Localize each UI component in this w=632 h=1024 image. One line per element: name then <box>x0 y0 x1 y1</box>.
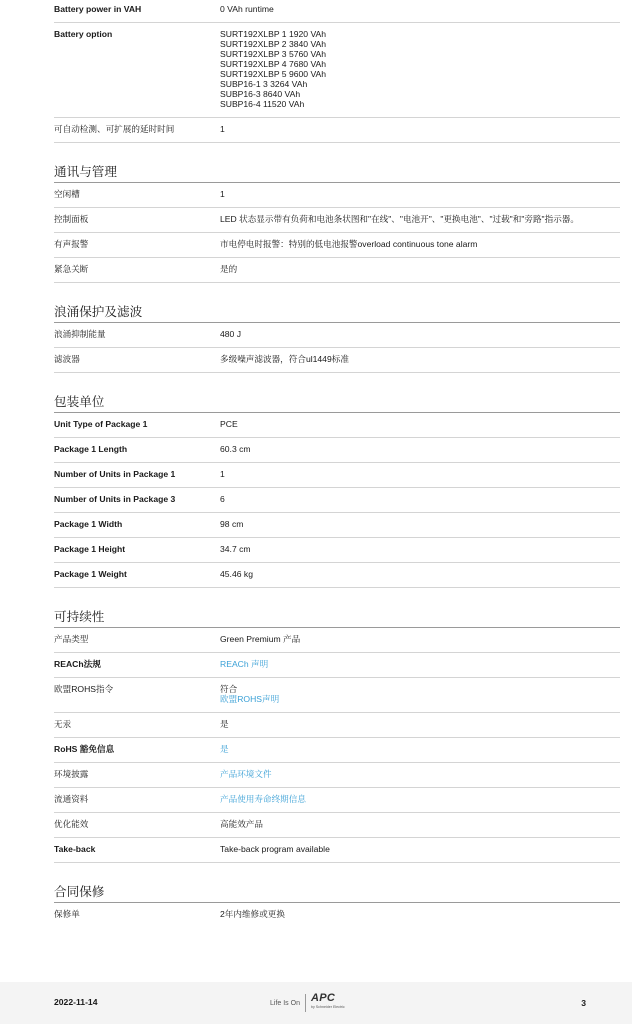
spec-label: Take-back <box>54 844 96 854</box>
rohs-declaration-link[interactable]: 欧盟ROHS声明 <box>220 694 280 704</box>
spec-label: 紧急关断 <box>54 264 89 274</box>
spec-row <box>54 628 620 653</box>
spec-value <box>220 29 620 109</box>
battery-option-line: SUBP16-1 3 3264 VAh <box>220 79 308 89</box>
spec-label: Package 1 Width <box>54 519 123 529</box>
spec-value: PCE <box>220 419 238 429</box>
spec-row <box>54 258 620 283</box>
spec-label: Unit Type of Package 1 <box>54 419 148 429</box>
spec-label: 环境披露 <box>54 769 89 779</box>
spec-row <box>54 208 620 233</box>
battery-option-line: SUBP16-3 8640 VAh <box>220 89 301 99</box>
reach-declaration-link[interactable]: REACh 声明 <box>220 659 269 669</box>
page-footer <box>0 982 632 1024</box>
spec-value: Green Premium 产品 <box>220 634 301 644</box>
apc-wordmark: APC <box>310 992 336 1004</box>
section-title-communication: 通讯与管理 <box>54 143 620 183</box>
spec-label: Number of Units in Package 1 <box>54 469 176 479</box>
spec-row <box>54 763 620 788</box>
spec-value: 6 <box>220 494 225 504</box>
logo-divider <box>305 994 306 1012</box>
section-title-packaging: 包装单位 <box>54 373 620 413</box>
spec-row <box>54 738 620 763</box>
page-number: 3 <box>581 998 586 1008</box>
spec-row <box>54 233 620 258</box>
spec-value: 多级噪声滤波器，符合ul1449标准 <box>220 354 349 364</box>
spec-row-battery-power <box>54 0 620 23</box>
spec-label: Number of Units in Package 3 <box>54 494 176 504</box>
environment-profile-link[interactable]: 产品环境文件 <box>220 769 272 779</box>
spec-label: Package 1 Height <box>54 544 126 554</box>
spec-label: Battery option <box>54 29 113 39</box>
end-of-life-link[interactable]: 产品使用寿命终期信息 <box>220 794 306 804</box>
spec-label: 流通资料 <box>54 794 89 804</box>
spec-label: RoHS 豁免信息 <box>54 744 115 754</box>
spec-value: 是 <box>220 719 229 729</box>
spec-value: 市电停电时报警：特别的低电池报警overload continuous tone alarm <box>220 239 478 249</box>
spec-value: 60.3 cm <box>220 444 251 454</box>
spec-value: 480 J <box>220 329 242 339</box>
life-is-on-tagline: Life Is On <box>270 999 300 1007</box>
spec-row <box>54 713 620 738</box>
section-title-surge: 浪涌保护及滤波 <box>54 283 620 323</box>
spec-row <box>54 653 620 678</box>
battery-option-line: SURT192XLBP 3 5760 VAh <box>220 49 327 59</box>
spec-label: REACh法规 <box>54 659 101 669</box>
spec-row <box>54 563 620 588</box>
spec-label: 无汞 <box>54 719 72 729</box>
spec-row <box>54 838 620 863</box>
apc-logo <box>270 992 345 1014</box>
spec-label: 控制面板 <box>54 214 89 224</box>
spec-label: 有声报警 <box>54 239 89 249</box>
spec-row <box>54 678 620 713</box>
battery-option-line: SUBP16-4 11520 VAh <box>220 99 305 109</box>
battery-option-line: SURT192XLBP 2 3840 VAh <box>220 39 327 49</box>
spec-row <box>54 183 620 208</box>
spec-value <box>220 4 620 14</box>
spec-row <box>54 903 620 927</box>
spec-value-line: 1 <box>220 124 225 134</box>
spec-value <box>220 684 620 704</box>
apc-brand <box>311 994 345 1012</box>
rohs-compliance-text: 符合 <box>220 684 238 694</box>
spec-value: 34.7 cm <box>220 544 251 554</box>
spec-label: 欧盟ROHS指令 <box>54 684 114 694</box>
spec-label: 浪涌抑制能量 <box>54 329 106 339</box>
spec-label: 优化能效 <box>54 819 89 829</box>
spec-label: 保修单 <box>54 909 80 919</box>
section-title-sustainability: 可持续性 <box>54 588 620 628</box>
battery-option-line: SURT192XLBP 5 9600 VAh <box>220 69 327 79</box>
spec-value-line: 0 VAh runtime <box>220 4 274 14</box>
spec-row <box>54 788 620 813</box>
spec-row <box>54 438 620 463</box>
spec-value: 1 <box>220 189 225 199</box>
spec-label: 可自动检测、可扩展的延时时间 <box>54 124 175 134</box>
battery-option-line: SURT192XLBP 4 7680 VAh <box>220 59 327 69</box>
spec-row-runtime-extension <box>54 118 620 143</box>
rohs-exemption-link[interactable]: 是 <box>220 744 229 754</box>
section-title-warranty: 合同保修 <box>54 863 620 903</box>
spec-value: 1 <box>220 469 225 479</box>
spec-row <box>54 463 620 488</box>
spec-label: 滤波器 <box>54 354 80 364</box>
spec-value <box>220 124 620 134</box>
spec-row-battery-option <box>54 23 620 118</box>
spec-row <box>54 538 620 563</box>
spec-value: 高能效产品 <box>220 819 263 829</box>
spec-row <box>54 488 620 513</box>
apc-byline: by Schneider Electric <box>310 1005 345 1009</box>
footer-date: 2022-11-14 <box>54 997 98 1007</box>
spec-value: 是的 <box>220 264 238 274</box>
spec-label: 产品类型 <box>54 634 89 644</box>
spec-label: Battery power in VAH <box>54 4 142 14</box>
spec-row <box>54 413 620 438</box>
spec-value: LED 状态显示带有负荷和电池条状图和"在线"、"电池开"、"更换电池"、"过载"和"旁路"指示器。 <box>220 214 579 224</box>
spec-row <box>54 348 620 373</box>
spec-value: 2年内维修或更换 <box>220 909 285 919</box>
spec-value: 98 cm <box>220 519 244 529</box>
spec-label: 空闲槽 <box>54 189 80 199</box>
battery-option-line: SURT192XLBP 1 1920 VAh <box>220 29 327 39</box>
spec-row <box>54 323 620 348</box>
spec-value: 45.46 kg <box>220 569 253 579</box>
spec-row <box>54 513 620 538</box>
spec-label: Package 1 Weight <box>54 569 127 579</box>
spec-value: Take-back program available <box>220 844 330 854</box>
spec-row <box>54 813 620 838</box>
spec-label: Package 1 Length <box>54 444 128 454</box>
spec-content <box>54 0 620 927</box>
